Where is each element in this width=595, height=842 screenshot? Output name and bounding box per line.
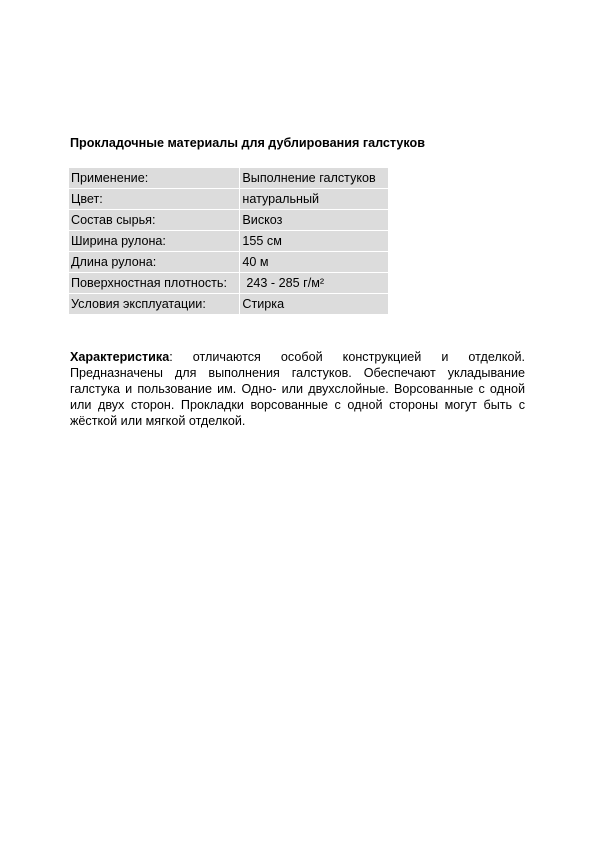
spec-value: Вискоз	[240, 210, 388, 230]
spec-label: Состав сырья:	[69, 210, 239, 230]
spec-value: 155 см	[240, 231, 388, 251]
spec-value: 40 м	[240, 252, 388, 272]
description-text: отличаются особой конструкцией и отделкой. Предназначены для выполнения галстуков. Обеспечают укладывание галстука и пользование им. Одно- или двухслойные. Ворсованные с одной или двух сторон. Прокладки ворсованные с одной стороны могут быть с жёсткой или мягкой отделкой.	[70, 350, 525, 428]
spec-value: Стирка	[240, 294, 388, 314]
spec-label: Условия эксплуатации:	[69, 294, 239, 314]
spec-table	[68, 167, 389, 315]
table-row	[69, 189, 388, 209]
description-colon: :	[169, 350, 173, 364]
spec-label: Применение:	[69, 168, 239, 188]
spec-value: 243 - 285 г/м²	[240, 273, 388, 293]
table-row	[69, 273, 388, 293]
table-row	[69, 210, 388, 230]
table-row	[69, 168, 388, 188]
document-title: Прокладочные материалы для дублирования галстуков	[70, 136, 425, 150]
table-row	[69, 231, 388, 251]
description-paragraph	[70, 349, 525, 429]
spec-value: натуральный	[240, 189, 388, 209]
spec-value: Выполнение галстуков	[240, 168, 388, 188]
table-row	[69, 252, 388, 272]
spec-label: Длина рулона:	[69, 252, 239, 272]
description-heading: Характеристика	[70, 350, 170, 364]
spec-label: Поверхностная плотность:	[69, 273, 239, 293]
spec-label: Цвет:	[69, 189, 239, 209]
table-row	[69, 294, 388, 314]
spec-label: Ширина рулона:	[69, 231, 239, 251]
